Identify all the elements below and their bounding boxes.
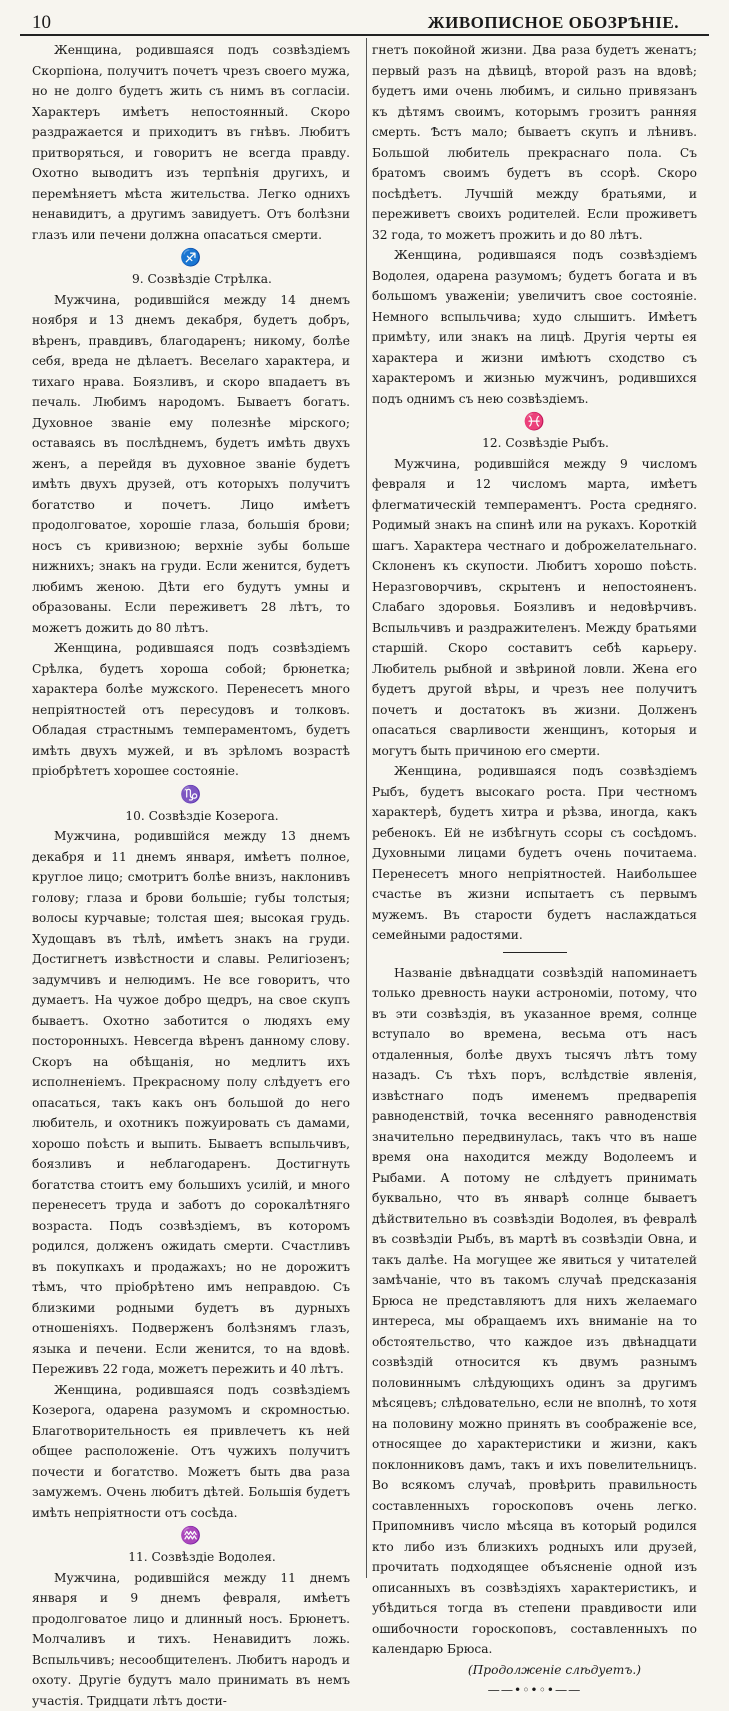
pisces-symbol-icon: ♓ [372, 411, 697, 433]
to-be-continued: (Продолженіе слѣдуетъ.) [372, 1660, 697, 1681]
sagittarius-symbol-icon: ♐ [32, 247, 350, 269]
column-divider [366, 38, 367, 1578]
section-title-sagittarius: 9. Созвѣздіе Стрѣлка. [32, 269, 350, 290]
aquarius-symbol-icon: ♒ [32, 1525, 350, 1547]
section-title-capricorn: 10. Созвѣздіе Козерога. [32, 806, 350, 827]
paragraph-sagittarius-man: Мужчина, родившійся между 14 днемъ ноября и 13 днемъ декабря, будетъ добръ, вѣренъ, правдивъ, благодаренъ; никому, болѣе себя, вреда не дѣлаетъ. Веселаго характера, и тихаго нрава. Боязливъ, и скоро впадаетъ въ печаль. Любимъ народомъ. Бываетъ богатъ. Духовное званіе ему полезнѣе мірского; оставаясь въ послѣднемъ, будетъ имѣть двухъ женъ, а перейдя въ духовное званіе будетъ имѣть двухъ друзей, отъ которыхъ получитъ богатство и почетъ. Лицо имѣетъ продолговатое, хорошіе глаза, большія брови; носъ съ кривизною; верхніе зубы больше нижнихъ; знакъ на груди. Если женится, будетъ любимъ женою. Дѣти его будутъ умны и образованы. Если переживетъ 28 лѣтъ, то можетъ дожить до 80 лѣтъ. [32, 290, 350, 639]
capricorn-symbol-icon: ♑ [32, 784, 350, 806]
paragraph-sagittarius-woman: Женщина, родившаяся подъ созвѣздіемъ Срѣлка, будетъ хороша собой; брюнетка; характера болѣе мужского. Перенесетъ много непріятностей отъ пересудовъ и толковъ. Обладая страстнымъ темпераментомъ, будетъ имѣть двухъ мужей, и въ зрѣломъ возрастѣ пріобрѣтетъ хорошее состояніе. [32, 638, 350, 782]
page-number: 10 [32, 12, 51, 34]
right-column [372, 40, 697, 1701]
section-title-pisces: 12. Созвѣздіе Рыбъ. [372, 433, 697, 454]
paragraph-scorpio-woman: Женщина, родившаяся подъ созвѣздіемъ Скорпіона, получитъ почетъ чрезъ своего мужа, но не долго будетъ жить съ нимъ въ согласіи. Характеръ имѣетъ непостоянный. Скоро раздражается и приходитъ въ гнѣвъ. Любитъ притворяться, и говоритъ не всегда правду. Охотно выводитъ изъ терпѣнія другихъ, и перемѣняетъ мѣста жительства. Легко однихъ ненавидитъ, а другимъ завидуетъ. Отъ болѣзни глазъ или печени должна опасаться смерти. [32, 40, 350, 245]
left-column [32, 40, 350, 1711]
paragraph-capricorn-woman: Женщина, родившаяся подъ созвѣздіемъ Козерога, одарена разумомъ и скромностью. Благотворительность ея привлечетъ къ ней общее расположеніе. Отъ чужихъ получитъ почести и богатство. Можетъ быть два раза замужемъ. Очень любитъ дѣтей. Большія будетъ имѣть непріятности отъ сосѣда. [32, 1380, 350, 1524]
section-divider [503, 952, 567, 953]
paragraph-aquarius-man: Мужчина, родившійся между 11 днемъ января и 9 днемъ февраля, имѣетъ продолговатое лицо и длинный носъ. Брюнетъ. Молчаливъ и тихъ. Ненавидитъ ложь. Вспыльчивъ; несообщителенъ. Любитъ народъ и охоту. Другіе будутъ мало принимать въ немъ участія. Тридцати лѣтъ дости- [32, 1568, 350, 1711]
header-rule [20, 34, 709, 36]
paragraph-pisces-man: Мужчина, родившійся между 9 числомъ февраля и 12 числомъ марта, имѣетъ флегматическій темпераментъ. Роста средняго. Родимый знакъ на спинѣ или на рукахъ. Короткій шагъ. Характера честнаго и доброжелательнаго. Склоненъ къ скупости. Любитъ хорошо поѣсть. Неразговорчивъ, скрытенъ и непостояненъ. Слабаго здоровья. Боязливъ и недовѣрчивъ. Вспыльчивъ и раздражителенъ. Между братьями старшій. Скоро составитъ себѣ карьеру. Любитель рыбной и звѣриной ловли. Жена его будетъ другой вѣры, и чрезъ нее получитъ почетъ и достатокъ въ жизни. Долженъ опасаться сварливости женщинъ, которыя и могутъ быть причиною его смерти. [372, 454, 697, 762]
paragraph-aquarius-woman: Женщина, родившаяся подъ созвѣздіемъ Водолея, одарена разумомъ; будетъ богата и въ большомъ уваженіи; увеличитъ свое состояніе. Немного вспыльчива; худо слышитъ. Имѣетъ примѣту, или знакъ на лицѣ. Другія черты ея характера и жизни имѣютъ сходство съ характеромъ и жизнью мужчинъ, родившихся подъ однимъ съ нею созвѣздіемъ. [372, 245, 697, 409]
paragraph-capricorn-man: Мужчина, родившійся между 13 днемъ декабря и 11 днемъ января, имѣетъ полное, круглое лицо; смотритъ болѣе внизъ, наклонивъ голову; глаза и брови большіе; губы толстыя; волосы курчавые; толстая шея; высокая грудь. Худощавъ въ тѣлѣ, имѣетъ знакъ на груди. Достигнетъ извѣстности и славы. Религіозенъ; задумчивъ и нелюдимъ. Не все говоритъ, что думаетъ. На чужое добро щедръ, на свое скупъ бываетъ. Охотно заботится о людяхъ ему посторонныхъ. Невсегда вѣренъ данному слову. Скоръ на обѣщанія, но медлитъ ихъ исполненіемъ. Прекрасному полу слѣдуетъ его опасаться, такъ какъ онъ большой до него любитель, и охотникъ пожуировать съ дамами, хорошо поѣсть и выпить. Бываетъ вспыльчивъ, боязливъ и неблагодаренъ. Достигнуть богатства стоитъ ему большихъ усилій, и много перенесетъ труда и заботъ до сорокалѣтняго возраста. Подъ созвѣздіемъ, въ которомъ родился, долженъ ожидать смерти. Счастливъ въ покупкахъ и продажахъ; но не дорожитъ тѣмъ, что пріобрѣтено имъ неправдою. Съ близкими родными будетъ въ дурныхъ отношеніяхъ. Подверженъ болѣзнямъ глазъ, языка и печени. Если женится, то на вдовѣ. Переживъ 22 года, можетъ пережить и 40 лѣтъ. [32, 826, 350, 1380]
section-title-aquarius: 11. Созвѣздіе Водолея. [32, 1547, 350, 1568]
journal-title: ЖИВОПИСНОЕ ОБОЗРѢНІЕ. [428, 12, 679, 34]
paragraph-aquarius-man-continued: гнетъ покойной жизни. Два раза будетъ женатъ; первый разъ на дѣвицѣ, второй разъ на вдовѣ; будетъ ими очень любимъ, и сильно привязанъ къ дѣтямъ своимъ, которымъ грозитъ ранняя смерть. Ѣстъ мало; бываетъ скупъ и лѣнивъ. Большой любитель прекраснаго пола. Съ братомъ своимъ будетъ въ ссорѣ. Скоро посѣдѣетъ. Лучшій между братьями, и переживетъ своихъ родителей. Если проживетъ 32 года, то можетъ прожить и до 80 лѣтъ. [372, 40, 697, 245]
paragraph-closing-note: Названіе двѣнадцати созвѣздій напоминаетъ только древность науки астрономіи, потому, что въ эти созвѣздія, въ указанное время, солнце вступало во времена, весьма отъ насъ отдаленныя, болѣе двухъ тысячъ лѣтъ тому назадъ. Съ тѣхъ поръ, вслѣдствіе явленія, извѣстнаго подъ именемъ предварепія равноденствій, точка весенняго равноденствія значительно передвинулась, такъ что въ наше время она находится между Водолеемъ и Рыбами. А потому не слѣдуетъ принимать буквально, что въ январѣ солнце бываетъ дѣйствительно въ созвѣздіи Водолея, въ февралѣ въ созвѣздіи Рыбъ, въ мартѣ въ созвѣздіи Овна, и такъ далѣе. На могущее же явиться у читателей замѣчаніе, что въ такомъ случаѣ предсказанія Брюса не представляютъ для нихъ желаемаго интереса, мы обращаемъ ихъ вниманіе на то обстоятельство, что каждое изъ двѣнадцати созвѣздій относится къ двумъ разнымъ половиннымъ слѣдующихъ одинъ за другимъ мѣсяцевъ; слѣдовательно, если не вполнѣ, то хотя на половину можно принять въ соображеніе все, относящее до характеристики и жизни, какъ поклонниковъ дамъ, такъ и ихъ повелительницъ. Во всякомъ случаѣ, провѣрить правильность составленныхъ гороскоповъ очень легко. Припомнивъ число мѣсяца въ который родился кто либо изъ близкихъ родныхъ или друзей, прочитать подходящее объясненіе одной изъ описанныхъ въ созвѣздіяхъ характеристикъ, и убѣдиться тогда въ степени правдивости или ошибочности гороскоповъ, составленныхъ по календарю Брюса. [372, 963, 697, 1660]
page-header [20, 4, 709, 38]
end-ornament: ——•◦•◦•—— [372, 1680, 697, 1701]
paragraph-pisces-woman: Женщина, родившаяся подъ созвѣздіемъ Рыбъ, будетъ высокаго роста. При честномъ характерѣ, будетъ хитра и рѣзва, иногда, какъ ребенокъ. Ей не избѣгнуть ссоры съ сосѣдомъ. Духовными лицами будетъ очень почитаема. Перенесетъ много непріятностей. Наибольшее счастье въ жизни испытаетъ съ первымъ мужемъ. Въ старости будетъ наслаждаться семейными радостями. [372, 761, 697, 946]
